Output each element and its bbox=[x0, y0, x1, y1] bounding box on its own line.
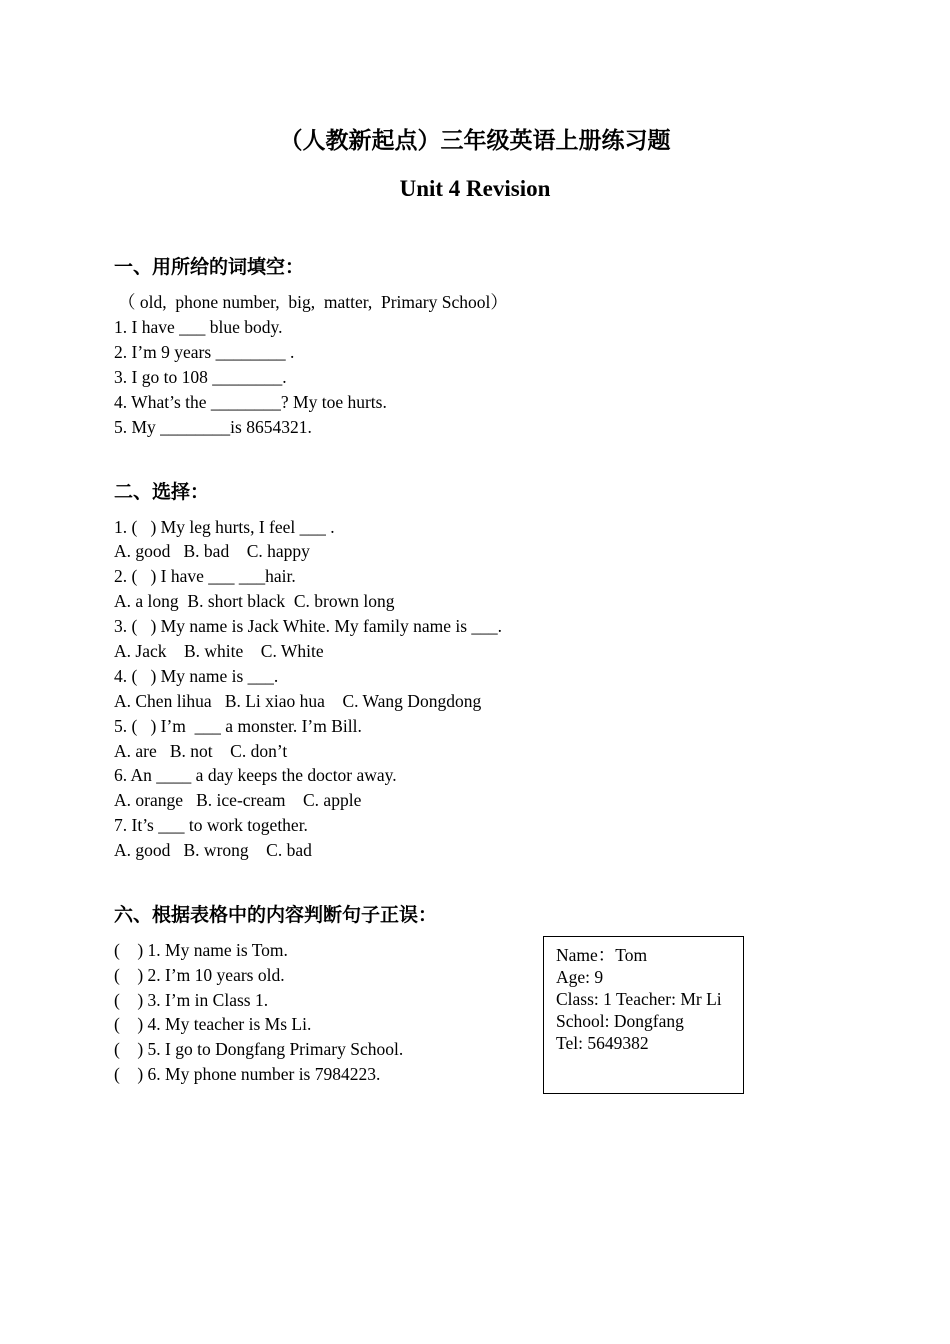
info-card bbox=[543, 936, 744, 1094]
choice-question: 4. ( ) My name is ___. bbox=[114, 666, 279, 686]
fill-item: 3. I go to 108 ________. bbox=[114, 367, 287, 387]
choice-question: 7. It’s ___ to work together. bbox=[114, 815, 308, 835]
word-bank: （ old, phone number, big, matter, Primary School） bbox=[118, 292, 508, 312]
choice-question: 2. ( ) I have ___ ___hair. bbox=[114, 566, 296, 586]
choice-options: A. Jack B. white C. White bbox=[114, 641, 324, 661]
page-title: （人教新起点）三年级英语上册练习题 bbox=[279, 128, 671, 154]
judge-item: ( ) 4. My teacher is Ms Li. bbox=[114, 1014, 312, 1034]
card-school: School: Dongfang bbox=[556, 1011, 684, 1031]
section2-heading: 二、选择： bbox=[114, 481, 210, 503]
fill-item: 1. I have ___ blue body. bbox=[114, 317, 283, 337]
judge-item: ( ) 6. My phone number is 7984223. bbox=[114, 1064, 381, 1084]
card-age: Age: 9 bbox=[556, 967, 604, 987]
choice-options: A. a long B. short black C. brown long bbox=[114, 591, 395, 611]
choice-options: A. good B. bad C. happy bbox=[114, 541, 310, 561]
section3-heading: 六、根据表格中的内容判断句子正误： bbox=[114, 904, 438, 926]
choice-question: 1. ( ) My leg hurts, I feel ___ . bbox=[114, 517, 335, 537]
fill-item: 2. I’m 9 years ________ . bbox=[114, 342, 295, 362]
card-tel: Tel: 5649382 bbox=[556, 1033, 649, 1053]
choice-question: 6. An ____ a day keeps the doctor away. bbox=[114, 765, 397, 785]
choice-options: A. Chen lihua B. Li xiao hua C. Wang Dongdong bbox=[114, 691, 482, 711]
choice-options: A. orange B. ice-cream C. apple bbox=[114, 790, 362, 810]
fill-item: 4. What’s the ________? My toe hurts. bbox=[114, 392, 387, 412]
choice-options: A. are B. not C. don’t bbox=[114, 741, 288, 761]
choice-options: A. good B. wrong C. bad bbox=[114, 840, 312, 860]
judge-item: ( ) 5. I go to Dongfang Primary School. bbox=[114, 1039, 404, 1059]
section1-heading: 一、用所给的词填空： bbox=[114, 256, 305, 278]
card-name: Name：Tom bbox=[556, 945, 648, 965]
judge-item: ( ) 3. I’m in Class 1. bbox=[114, 990, 269, 1010]
choice-question: 3. ( ) My name is Jack White. My family name is ___. bbox=[114, 616, 503, 636]
fill-item: 5. My ________is 8654321. bbox=[114, 417, 312, 437]
judge-item: ( ) 1. My name is Tom. bbox=[114, 940, 288, 960]
judge-item: ( ) 2. I’m 10 years old. bbox=[114, 965, 285, 985]
choice-question: 5. ( ) I’m ___ a monster. I’m Bill. bbox=[114, 716, 362, 736]
page-subtitle: Unit 4 Revision bbox=[399, 176, 551, 201]
card-class-teacher: Class: 1 Teacher: Mr Li bbox=[556, 989, 722, 1009]
